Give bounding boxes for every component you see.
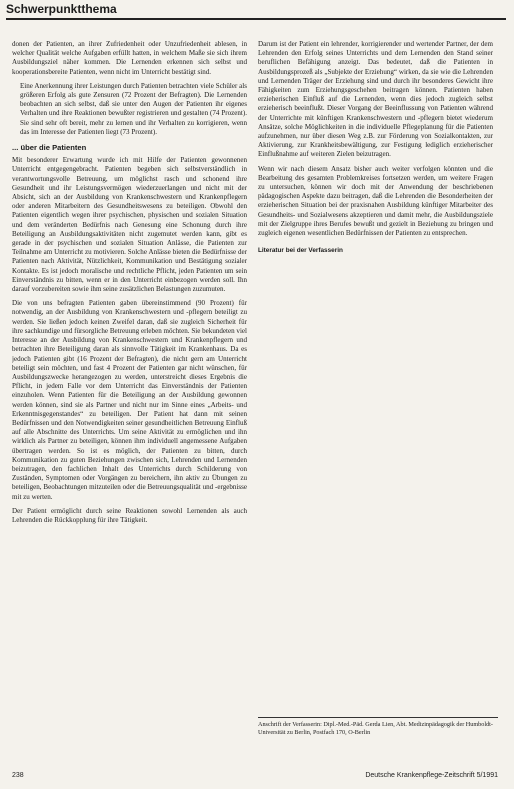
bullet-item: • Eine Anerkennung ihrer Leistungen durch Patienten betrachten viele Schüler als größeren Erfolg als gute Zensuren (72 Prozent der Befragten). Die Lernenden beobachten an sich selbst, daß sie unter den Augen der Patienten ihr eigenes Verhalten und ihre Reaktionen bewußter registrieren und gestalten (74 Prozent). Sie sind sehr oft bereit, mehr zu lernen und ihr Verhalten zu korrigieren, wenn das im Interesse der Patienten liegt (73 Prozent).	[20, 82, 247, 137]
paragraph: Mit besonderer Erwartung wurde ich mit Hilfe der Patienten gewonnenen Unterricht entgegengebracht. Patienten begeben sich selbstverständlich in verantwortungsvolle Betreuung, um möglichst rasch und schonend ihre Gesundheit und ihr Leistungsvermögen wiederzuerlangen und nicht mit der Absicht, sich an der Ausbildung von Krankenschwestern und Krankenpflegern oder anderen Mitarbeitern des Gesundheitswesens zu beteiligen. Obwohl den Patienten eigentlich wegen ihrer psychischen, physischen und sozialen Situation und dem veränderten Bedürfnis nach Genesung eine Schonung durch ihre Beteiligung an Ausbildungsaktivitäten nicht zugemutet werden kann, gibt es gerade in der psychischen und sozialen Situation Anlässe, die Patienten zur Teilnahme am Unterricht zu motivieren. Solche Anlässe bieten die Bedürfnisse der Patienten nach Aktivität, Nützlichkeit, Kommunikation und Bestätigung sozialer Kontakte. Es ist jedoch moralische und rechtliche Pflicht, jeden Patienten um sein Einverständnis zu bitten, wenn er in den Unterricht einbezogen werden soll. Ihn darauf vorzubereiten sowie ihm seine zusätzlichen Belastungen zuzumuten.	[12, 156, 247, 294]
paragraph: donen der Patienten, an ihrer Zufriedenheit oder Unzufriedenheit ablesen, in welcher Qualität welche Aufgaben erfüllt hatten, in welchem Maße sie sich ihrem Ausbildungsziel näher kommen. Die Lernenden erkennen sich selbst und kooperationsbereite Patienten, wenn nicht im Unterricht bestätigt sind.	[12, 40, 247, 76]
page-header	[6, 2, 506, 20]
paragraph: Wenn wir nach diesem Ansatz bisher auch weiter verfolgen könnten und die Bearbeitung des gesamten Problemkreises fortsetzen werden, um weitere Fragen zu untersuchen, können wir doch mit der Anwendung der beschriebenen pädagogischen Aspekte dazu beitragen, daß die Lehrenden die Besonderheiten der erzieherischen Situation bei der praxisnahen Ausbildung künftiger Mitarbeiter des Gesundheits- und Sozialwesens akzeptieren und damit mehr, die Ausbildungsziele mit der Zielgruppe ihres Berufes bewußt und gezielt in Beziehung zu bringen und zugleich eigenen wesentlichen Bedürfnissen der Patienten zu entsprechen.	[258, 164, 493, 238]
author-address: Anschrift der Verfasserin: Dipl.-Med.-Päd. Gerda Lien, Abt. Medizinpädagogik der Humboldt-Universität zu Berlin, Postfach 170, O-Berlin	[258, 717, 498, 737]
bullet-list	[12, 82, 247, 137]
paragraph: Die von uns befragten Patienten gaben übereinstimmend (90 Prozent) für notwendig, an der Ausbildung von Krankenschwestern und -pflegern beteiligt zu werden. Sie ließen jedoch keinen Zweifel daran, daß sie zugleich Sicherheit für ihre sachkundige und fürsorgliche Betreuung erleben möchten. Sie bekundeten viel Interesse an der Ausbildung von Krankenschwestern und Krankenpflegern und betrachten ihre Beteiligung daran als sinnvolle Tätigkeit im Krankenhaus. Da es jedoch Patienten gibt (16 Prozent der Befragten), die nicht gern am Unterricht beteiligt sein möchten, und fast 4 Prozent der Patienten gar nicht wünschen, für Ausbildungszwecke herangezogen zu werden, unterstreicht dieses Ergebnis die Pflicht, in jedem Falle vor dem Unterricht das Einverständnis der Patienten einzuholen. Wenn Patienten für die Beteiligung an der Ausbildung gewonnen werden können, sind sie als Partner und nicht nur im Sinne eines „Arbeits- und Erkenntnisgegenstandes“ zu beteiligen. Der Patient hat dann mit seinen Bedürfnissen und den Notwendigkeiten seiner gesundheitlichen Betreuung Einfluß auf alle Abschnitte des Unterrichts. Um seine Aktivität zu ermöglichen und ihn wirklich als Partner zu beteiligen, können ihm individuell angemessene Aufgaben übertragen werden. So ist es möglich, der Patienten zu bitten, durch Kommunikation zu guten Beziehungen zwischen sich, Lehrenden und Lernenden beizutragen, den fachlichen Inhalt des Unterrichts durch Schilderung von Zuständen, Symptomen oder Vorgängen zu bereichern, ihn aktiv zu Übungen zu beteiligen, Beobachtungen mitzuteilen oder die Betreuungsqualität und -ergebnisse mit zu werten.	[12, 299, 247, 501]
paragraph: Der Patient ermöglicht durch seine Reaktionen sowohl Lernenden als auch Lehrenden die Rückkopplung für ihre Tätigkeit.	[12, 506, 247, 524]
section-title: Schwerpunktthema	[6, 2, 117, 16]
literature-note: Literatur bei der Verfasserin	[258, 247, 343, 255]
left-column	[12, 40, 247, 775]
right-column	[258, 40, 493, 410]
journal-name: Deutsche Krankenpflege-Zeitschrift 5/1991	[365, 772, 498, 779]
subsection-heading: ... über die Patienten	[12, 143, 87, 153]
paragraph: Darum ist der Patient ein lehrender, korrigierender und wertender Partner, der dem Lehrenden den Erfolg seines Unterrichts und dem Lernenden den Stand seiner beruflichen Befähigung anzeigt. Das bedeutet, daß die Patienten in Ausbildungsprozeß als „Subjekte der Erziehung“ wirken, da sie wie die Lehrenden und Lernenden Träger der Erziehung sind und durch ihr besonderes Gewicht ihre Fähigkeiten zum Erziehungsgeschehen beitragen können. Patienten haben erzieherischen Einfluß auf die Lernenden, wenn dies jedoch zugleich selbst erzieherisch beeinflußt. Dieser Vorgang der Beeinflussung von Patienten während der Unterrichte mit künftigen Krankenschwestern und -pflegern bietet wiederum Ansätze, solche Möglichkeiten in die individuelle Pflegeplanung für die Patienten aufzunehmen, nur über diesen Weg z.B. zur Förderung von Sozialkontakten, zur Aktivierung, zur Krankheitsbewältigung, zur Festigung lediglich erzieherischer Einflußnahme auf weiteren Zielen beizutragen.	[258, 40, 493, 159]
page-number: 238	[12, 772, 24, 779]
